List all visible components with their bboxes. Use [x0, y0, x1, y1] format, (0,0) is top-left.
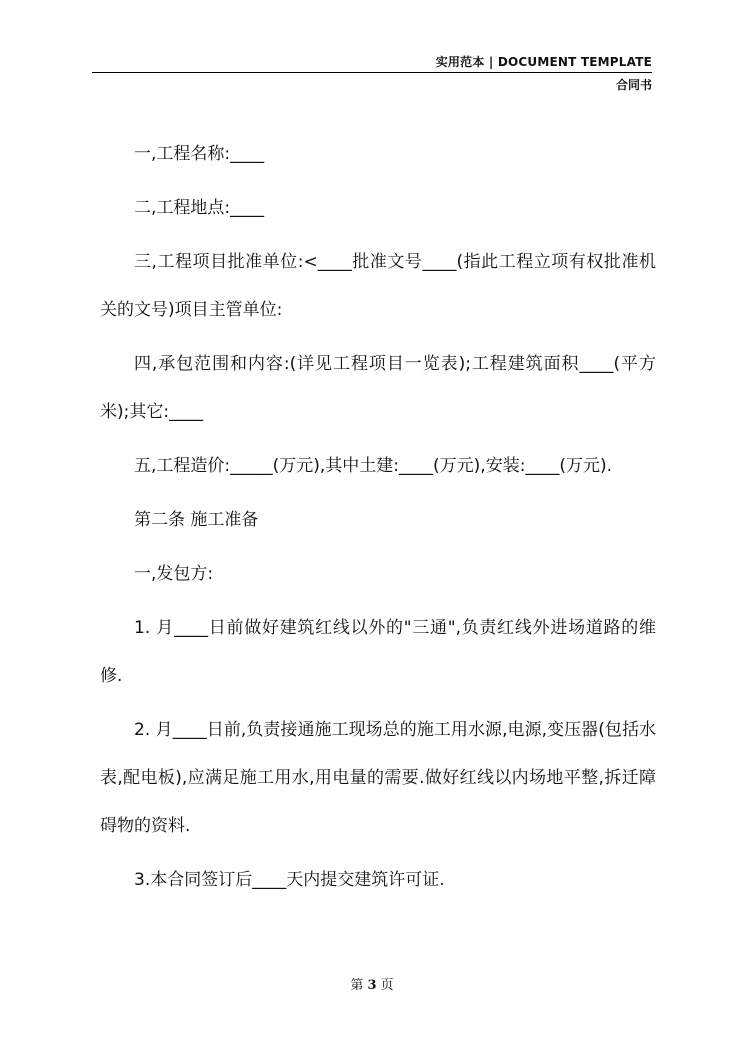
paragraph-project-location: 二,工程地点:____ — [134, 198, 265, 218]
list-item-1: 1. 月____日前做好建筑红线以外的"三通",负责红线外进场道路的维修. — [100, 618, 656, 686]
header-divider — [92, 72, 652, 73]
page-number-prefix: 第 — [350, 978, 364, 993]
paragraph-employer: 一,发包方: — [134, 564, 214, 584]
paragraph-cost: 五,工程造价:_____(万元),其中土建:____(万元),安装:____(万元). — [134, 456, 613, 476]
paragraph-scope: 四,承包范围和内容:(详见工程项目一览表);工程建筑面积____(平方米);其它:____ — [100, 354, 656, 422]
list-item-2: 2. 月____日前,负责接通施工现场总的施工用水源,电源,变压器(包括水表,配电板),应满足施工用水,用电量的需要.做好红线以内场地平整,拆迁障碍物的资料. — [100, 720, 656, 836]
document-body — [100, 130, 656, 904]
header-title: 实用范本 | DOCUMENT TEMPLATE — [435, 55, 652, 69]
page-number — [0, 974, 744, 993]
paragraph-project-name: 一,工程名称:____ — [134, 144, 265, 164]
paragraph-approval-unit: 三,工程项目批准单位:<____批准文号____(指此工程立项有权批准机关的文号)项目主管单位: — [100, 252, 656, 320]
list-item-3: 3.本合同签订后____天内提交建筑许可证. — [134, 870, 445, 890]
header-subtitle: 合同书 — [615, 78, 652, 92]
section-heading-preparation: 第二条 施工准备 — [134, 510, 259, 530]
page-number-value: 3 — [367, 978, 377, 993]
page-number-suffix: 页 — [380, 978, 394, 993]
